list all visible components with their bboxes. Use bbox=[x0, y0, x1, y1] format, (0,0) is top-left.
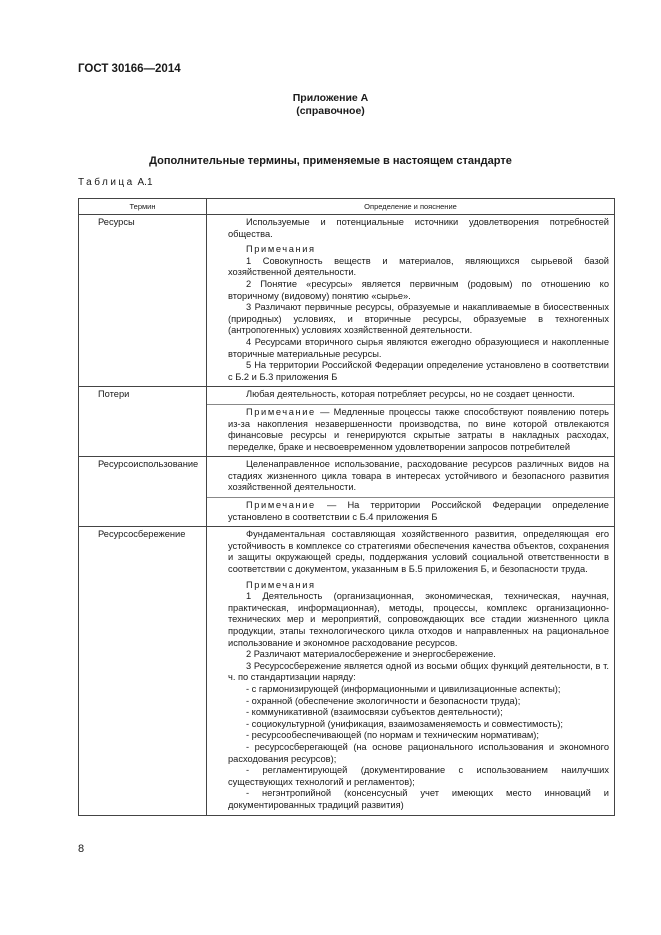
table-row bbox=[79, 387, 615, 457]
definition-block bbox=[207, 387, 614, 405]
note-text: 1 Совокупность веществ и материалов, являющихся сырьевой базой хозяйственной деятельности. bbox=[228, 255, 609, 278]
list-item: - ресурсообеспечивающей (по нормам и техническим нормативам); bbox=[246, 730, 539, 741]
list-item: - коммуникативной (взаимосвязи субъектов деятельности); bbox=[246, 707, 503, 718]
note-body: — Медленные процессы также способствуют появлению потерь из-за накопления незавершенности производства, по вине которой отвлекаются финансовые ресурсы и генерируются скрытые затраты в накладных расходах, переделке, браке и несвоевременном удовлетворении запросов потребителей bbox=[228, 406, 609, 452]
definition-cell bbox=[207, 457, 615, 527]
note-label: Примечание bbox=[246, 500, 316, 511]
notes-heading: Примечания bbox=[246, 579, 316, 590]
note-label: Примечание bbox=[246, 406, 316, 417]
term-cell: Ресурсоиспользование bbox=[79, 457, 207, 527]
note-text bbox=[228, 500, 609, 523]
terms-table bbox=[78, 198, 615, 816]
note-text: 5 На территории Российской Федерации определение установлено в соответствии с Б.2 и Б.3 приложения Б bbox=[228, 360, 609, 382]
table-row bbox=[79, 215, 615, 387]
list-item: - ресурсосберегающей (на основе рационального использования и экономного расходования ресурсов); bbox=[228, 741, 609, 764]
document-code: ГОСТ 30166—2014 bbox=[78, 63, 181, 75]
definition-text: Используемые и потенциальные источники удовлетворения потребностей общества. bbox=[228, 217, 609, 239]
note-block bbox=[207, 405, 614, 456]
term-cell: Потери bbox=[79, 387, 207, 457]
definition-cell bbox=[207, 527, 615, 815]
note-body: — На территории Российской Федерации определение установлено в соответствии с Б.4 приложения Б bbox=[228, 500, 609, 522]
list-item: - охранной (обеспечение экологичности и безопасности труда); bbox=[246, 695, 521, 706]
page-number: 8 bbox=[78, 843, 85, 855]
section-title: Дополнительные термины, применяемые в настоящем стандарте bbox=[149, 155, 512, 167]
column-header-definition: Определение и пояснение bbox=[207, 199, 615, 215]
definition-cell bbox=[207, 215, 615, 387]
note-text: 4 Ресурсами вторичного сырья являются ежегодно образующиеся и накопленные вторичные материальные ресурсы. bbox=[228, 336, 609, 359]
definition-text: Любая деятельность, которая потребляет ресурсы, но не создает ценности. bbox=[246, 389, 575, 400]
notes-heading: Примечания bbox=[246, 244, 316, 255]
definition-text: Целенаправленное использование, расходование ресурсов различных видов на стадиях жизненного цикла товара в интересах устойчивого и безопасного развития хозяйственной деятельности. bbox=[228, 459, 609, 493]
table-caption-number: А.1 bbox=[137, 177, 153, 188]
definition-block bbox=[207, 527, 614, 814]
list-item: - негэнтропийной (консенсусный учет имеющих место инноваций и документированных традиций развития) bbox=[228, 788, 609, 810]
table-row bbox=[79, 527, 615, 815]
note-text bbox=[228, 407, 609, 453]
note-block bbox=[207, 498, 614, 526]
list-item: - социокультурной (унификация, взаимозаменяемость и совместимость); bbox=[246, 718, 564, 729]
term-cell: Ресурсы bbox=[79, 215, 207, 387]
appendix-subtitle: (справочное) bbox=[296, 105, 365, 117]
appendix-title: Приложение А bbox=[292, 92, 369, 104]
column-header-term: Термин bbox=[79, 199, 207, 215]
note-text: 2 Различают материалосбережение и энергосбережение. bbox=[246, 649, 496, 660]
table-header-row bbox=[79, 199, 615, 215]
definition-cell bbox=[207, 387, 615, 457]
note-text: 2 Понятие «ресурсы» является первичным (родовым) по отношению ко вторичному (видовому) понятию «сырье». bbox=[228, 278, 609, 301]
table-row bbox=[79, 457, 615, 527]
definition-block bbox=[207, 457, 614, 498]
definition-block bbox=[207, 215, 614, 386]
table-caption bbox=[78, 177, 153, 188]
list-item: - с гармонизирующей (информационными и цивилизационные аспекты); bbox=[246, 683, 561, 694]
table-caption-label: Таблица bbox=[78, 177, 135, 188]
list-item: - регламентирующей (документирование с использованием наилучших существующих технологий и регламентов); bbox=[228, 765, 609, 787]
note-text: 3 Ресурсосбережение является одной из восьми общих функций деятельности, в т. ч. по стандартизации наряду: bbox=[228, 660, 609, 683]
note-text: 1 Деятельность (организационная, экономическая, техническая, научная, практическая, информационная), методы, процессы, комплекс организационно-технических мер и мероприятий, сопровождающих все стадии жизненного цикла продукции, этапы технологического цикла отходов и направленных на рациональное использование и экономное расходование ресурсов. bbox=[228, 591, 609, 648]
note-text: 3 Различают первичные ресурсы, образуемые и накапливаемые в биосественных (природных) условиях, и вторичные ресурсы, образуемые в техногенных (антропогенных) условиях хозяйственной деятельности. bbox=[228, 302, 609, 336]
term-cell: Ресурсосбережение bbox=[79, 527, 207, 815]
definition-text: Фундаментальная составляющая хозяйственного развития, определяющая его устойчивость в комплексе со стратегиями обеспечения качества объектов, сохранения и защиты окружающей среды, поддержания условий социальной ответственности в соответствии с документом, указанным в Б.5 приложения Б, и безопасности труда. bbox=[228, 529, 609, 575]
